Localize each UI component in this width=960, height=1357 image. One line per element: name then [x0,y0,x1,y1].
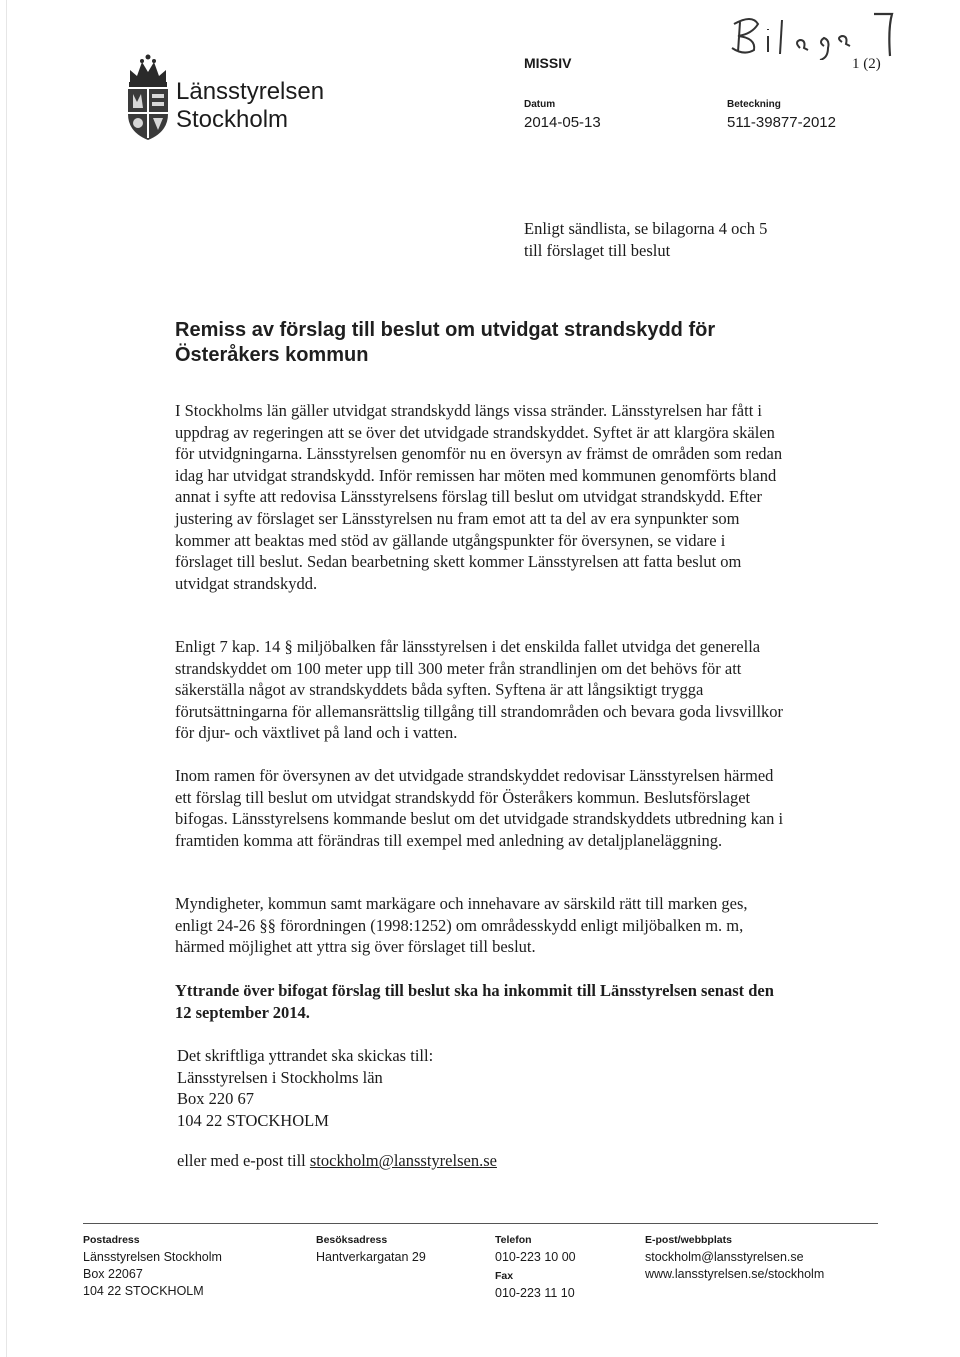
recipient-block [524,218,767,262]
email-line [177,1151,497,1171]
footer-postal-address [83,1232,222,1300]
footer-label: Fax [495,1270,514,1282]
date-value: 2014-05-13 [524,114,601,131]
page-number: 1 (2) [852,56,881,72]
address-line: 104 22 STOCKHOLM [177,1110,329,1130]
recipient-line: till förslaget till beslut [524,241,671,260]
footer-phone [495,1232,576,1302]
address-line: Länsstyrelsen i Stockholms län [177,1067,383,1087]
footer-label: Postadress [83,1234,140,1246]
footer-website[interactable]: www.lansstyrelsen.se/stockholm [645,1267,825,1281]
footer-text: 010-223 10 00 [495,1250,576,1264]
footer-text: 010-223 11 10 [495,1286,575,1300]
footer-web [645,1232,824,1283]
body-paragraph: Myndigheter, kommun samt markägare och innehavare av särskild rätt till marken ges, enligt 24-26 §§ förordningen (1998:1252) om områdesskydd enligt miljöbalken m. m, härmed möjlighet att yttra sig över förslaget till beslut. [175,894,748,957]
email-prefix: eller med e-post till [177,1151,306,1170]
body-paragraph: I Stockholms län gäller utvidgat strandskydd längs vissa stränder. Länsstyrelsen har fått i uppdrag av regeringen att se över det utvidgade strandskyddet. Syftet är att klargöra skälen för utvidgningarna. Länsstyrelsen genomför nu en översyn av främst de områden som redan idag har utvidgat strandskydd. Inför remissen har möten med kommunen genomförts bland annat i syfte att redovisa Länsstyrelsens förslag till beslut om utvidgat strandskydd. Efter justering av förslaget ser Länsstyrelsen nu fram emot att ta del av era synpunkter som kommer att beaktas med stöd av gällande utgångspunkter för översynen, se vidare i förslaget till beslut. Sedan bearbetning skett kommer Länsstyrelsen att fatta beslut om utvidgat strandskydd. [175,401,783,593]
coat-of-arms-icon [120,52,176,142]
footer-email[interactable]: stockholm@lansstyrelsen.se [645,1250,804,1264]
handwritten-annotation [724,8,902,60]
document-type: MISSIV [524,55,572,71]
date-label: Datum [524,99,556,110]
body-paragraph: Enligt 7 kap. 14 § miljöbalken får länsstyrelsen i det enskilda fallet utvidga det generella strandskyddet om 100 meter upp till 300 meter från strandlinjen om det behövs för att säkerställa något av strandskyddets båda syften. Syftena är att långsiktigt trygga förutsättningarna för allemansrättslig tillgång till strandområden och bevara goda livsvillkor för djur- och växtlivet på land och i vatten. [175,637,784,743]
deadline-paragraph: Yttrande över bifogat förslag till beslut ska ha inkommit till Länsstyrelsen senast den 12 september 2014. [175,981,774,1022]
scan-edge [6,0,7,1357]
footer-text: 104 22 STOCKHOLM [83,1284,204,1298]
email-link[interactable]: stockholm@lansstyrelsen.se [309,1151,497,1170]
footer-divider [83,1223,878,1224]
mailing-address-block [177,1045,433,1131]
footer-text: Box 22067 [83,1267,143,1281]
footer-text: Hantverkargatan 29 [316,1250,426,1264]
footer-visiting-address [316,1232,426,1266]
document-title: Remiss av förslag till beslut om utvidgat strandskydd för Österåkers kommun [175,319,716,366]
address-intro: Det skriftliga yttrandet ska skickas till: [177,1046,434,1065]
org-name-line1: Länsstyrelsen [176,78,325,105]
footer-text: Länsstyrelsen Stockholm [83,1250,222,1264]
footer-label: E-post/webbplats [645,1234,732,1246]
reference-value: 511-39877-2012 [727,114,836,131]
body-paragraph: Inom ramen för översynen av det utvidgade strandskyddet redovisar Länsstyrelsen härmed ett förslag till beslut om utvidgat strandskydd för Österåkers kommun. Beslutsförslaget bifogas. Länsstyrelsens kommande beslut om det utvidgade strandskyddets utbredning kan i framtiden komma att förändras till exempel med anledning av detaljplaneläggning. [175,766,784,850]
org-name-line2: Stockholm [176,106,289,133]
reference-label: Beteckning [727,99,781,110]
footer-label: Besöksadress [316,1234,388,1246]
address-line: Box 220 67 [177,1089,255,1109]
recipient-line: Enligt sändlista, se bilagorna 4 och 5 [524,219,768,238]
footer-label: Telefon [495,1234,532,1246]
